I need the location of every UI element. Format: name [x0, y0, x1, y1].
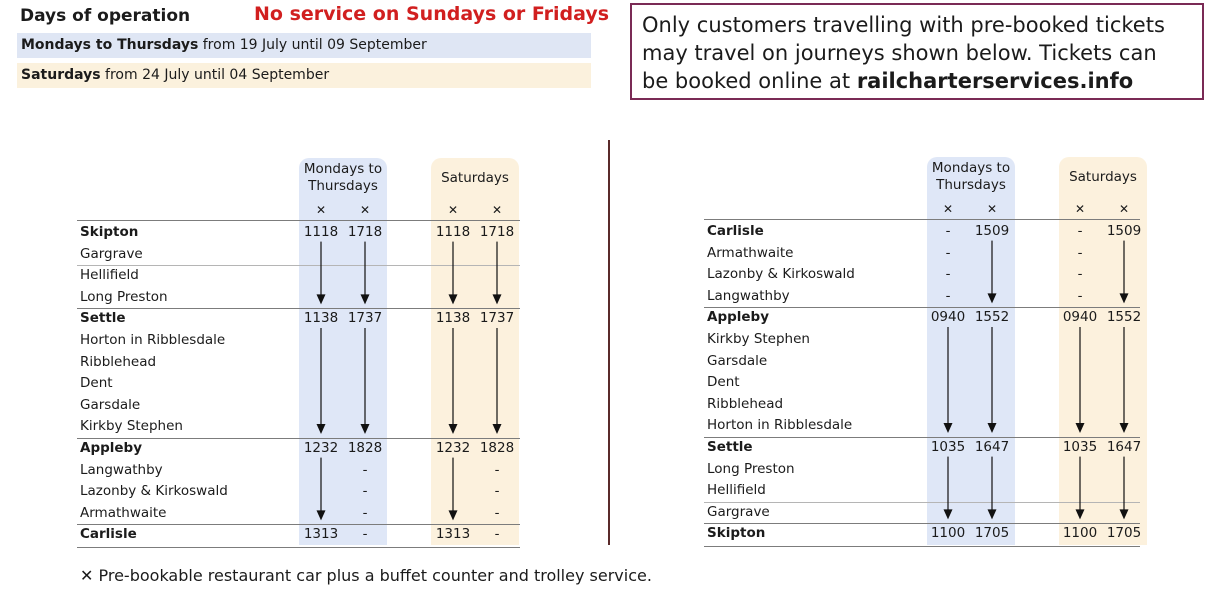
departure-time: -	[945, 223, 951, 239]
departure-time: 1737	[479, 310, 515, 327]
column-header-saturdays: Saturdays	[441, 170, 509, 186]
days-of-operation-title: Days of operation	[20, 6, 191, 26]
station-name: Hellifield	[707, 482, 766, 499]
station-name: Dent	[707, 374, 740, 391]
departure-time: 1100	[1062, 525, 1098, 542]
departure-time: 1232	[435, 440, 471, 456]
through-arrow-head	[1120, 423, 1129, 433]
departure-time: -	[362, 461, 368, 478]
restaurant-car-icon: ✕	[80, 566, 94, 585]
departure-time: -	[1077, 287, 1083, 304]
restaurant-car-icon: ✕	[1118, 202, 1130, 216]
departure-time: 1737	[347, 310, 383, 327]
station-name: Carlisle	[80, 526, 137, 543]
column-header-mt-line1: Mondays to	[303, 161, 383, 177]
departure-time: -	[362, 526, 368, 543]
station-name: Dent	[80, 375, 113, 392]
notice-line-3-text: be booked online at	[642, 69, 857, 93]
station-name: Ribblehead	[707, 395, 784, 412]
restaurant-car-icon: ✕	[942, 202, 954, 216]
departure-time: 1313	[303, 526, 339, 543]
departure-time: 1138	[303, 310, 339, 327]
departure-time: -	[494, 461, 500, 478]
departure-time: 1828	[347, 440, 383, 456]
restaurant-car-icon: ✕	[491, 203, 503, 217]
station-name: Garsdale	[707, 352, 768, 369]
station-name: Skipton	[707, 525, 766, 542]
departure-time: 1705	[1106, 525, 1142, 542]
departure-time: 1718	[479, 224, 515, 240]
band-sat-bold: Saturdays	[21, 67, 101, 83]
through-arrow-head	[1120, 509, 1129, 519]
notice-line-2: may travel on journeys shown below. Tickets can	[642, 41, 1157, 65]
station-name: Langwathby	[80, 461, 163, 478]
station-name: Garsdale	[80, 396, 141, 413]
through-arrow-head	[1076, 509, 1085, 519]
departure-time: 1232	[303, 440, 339, 456]
station-name: Langwathby	[707, 287, 790, 304]
station-name: Skipton	[80, 224, 139, 240]
column-header-mt-line2: Thursdays	[308, 178, 378, 194]
departure-time: -	[494, 504, 500, 521]
restaurant-car-icon: ✕	[1074, 202, 1086, 216]
departure-time: -	[945, 244, 951, 261]
column-header-mt-line2: Thursdays	[936, 177, 1006, 193]
departure-time: -	[1077, 244, 1083, 261]
station-name: Lazonby & Kirkoswald	[707, 266, 855, 283]
departure-time: -	[494, 526, 500, 543]
column-header-mt-line1: Mondays to	[931, 160, 1011, 176]
station-name: Settle	[707, 439, 753, 455]
station-name: Kirkby Stephen	[707, 331, 810, 347]
station-name: Kirkby Stephen	[80, 418, 183, 435]
departure-time: 1705	[974, 525, 1010, 542]
departure-time: -	[362, 483, 368, 500]
restaurant-car-icon: ✕	[986, 202, 998, 216]
station-name: Long Preston	[80, 288, 168, 305]
band-sat-text: from 24 July until 04 September	[100, 67, 330, 83]
departure-time: 1552	[974, 309, 1010, 326]
station-name: Hellifield	[80, 267, 139, 284]
departure-time: -	[945, 266, 951, 283]
departure-time: 1509	[974, 223, 1010, 239]
station-name: Gargrave	[707, 503, 770, 520]
station-name: Ribblehead	[80, 353, 157, 370]
departure-time: -	[945, 287, 951, 304]
departure-time: 1718	[347, 224, 383, 240]
station-name: Horton in Ribblesdale	[80, 332, 226, 348]
departure-time: 1035	[1062, 439, 1098, 455]
through-arrow-head	[1076, 423, 1085, 433]
station-name: Horton in Ribblesdale	[707, 417, 853, 434]
restaurant-car-icon: ✕	[447, 203, 459, 217]
station-name: Long Preston	[707, 460, 795, 477]
restaurant-car-icon: ✕	[359, 203, 371, 217]
departure-time: 1647	[974, 439, 1010, 455]
departure-time: 0940	[1062, 309, 1098, 326]
through-arrow-head	[988, 423, 997, 433]
departure-time: -	[1077, 223, 1083, 239]
departure-time: -	[494, 483, 500, 500]
through-arrow-head	[944, 423, 953, 433]
through-arrow-head	[1120, 293, 1129, 303]
departure-time: 1552	[1106, 309, 1142, 326]
band-mt-text: from 19 July until 09 September	[198, 37, 427, 53]
departure-time: 1138	[435, 310, 471, 327]
departure-time: 1118	[435, 224, 471, 240]
through-arrow-head	[988, 293, 997, 303]
notice-line-1: Only customers travelling with pre-booked tickets	[642, 13, 1165, 37]
departure-time: -	[362, 504, 368, 521]
station-name: Appleby	[80, 440, 143, 456]
station-name: Lazonby & Kirkoswald	[80, 483, 228, 500]
restaurant-car-icon: ✕	[315, 203, 327, 217]
station-name: Appleby	[707, 309, 770, 326]
column-header-saturdays: Saturdays	[1069, 169, 1137, 185]
no-service-warning: No service on Sundays or Fridays	[254, 3, 610, 25]
band-mt-bold: Mondays to Thursdays	[21, 37, 199, 53]
departure-time: 1035	[930, 439, 966, 455]
station-name: Settle	[80, 310, 126, 327]
footer-note	[80, 566, 652, 585]
departure-time: 1509	[1106, 223, 1142, 239]
footer-text: Pre-bookable restaurant car plus a buffet counter and trolley service.	[93, 566, 652, 585]
departure-time: 0940	[930, 309, 966, 326]
station-name: Armathwaite	[80, 504, 167, 521]
booking-website-link[interactable]: railcharterservices.info	[856, 69, 1134, 93]
departure-time: 1118	[303, 224, 339, 240]
station-name: Gargrave	[80, 245, 143, 262]
through-arrow-head	[988, 509, 997, 519]
station-name: Carlisle	[707, 223, 764, 239]
station-name: Armathwaite	[707, 244, 794, 261]
departure-time: 1313	[435, 526, 471, 543]
departure-time: 1828	[479, 440, 515, 456]
departure-time: -	[1077, 266, 1083, 283]
through-arrow-head	[944, 509, 953, 519]
departure-time: 1647	[1106, 439, 1142, 455]
departure-time: 1100	[930, 525, 966, 542]
